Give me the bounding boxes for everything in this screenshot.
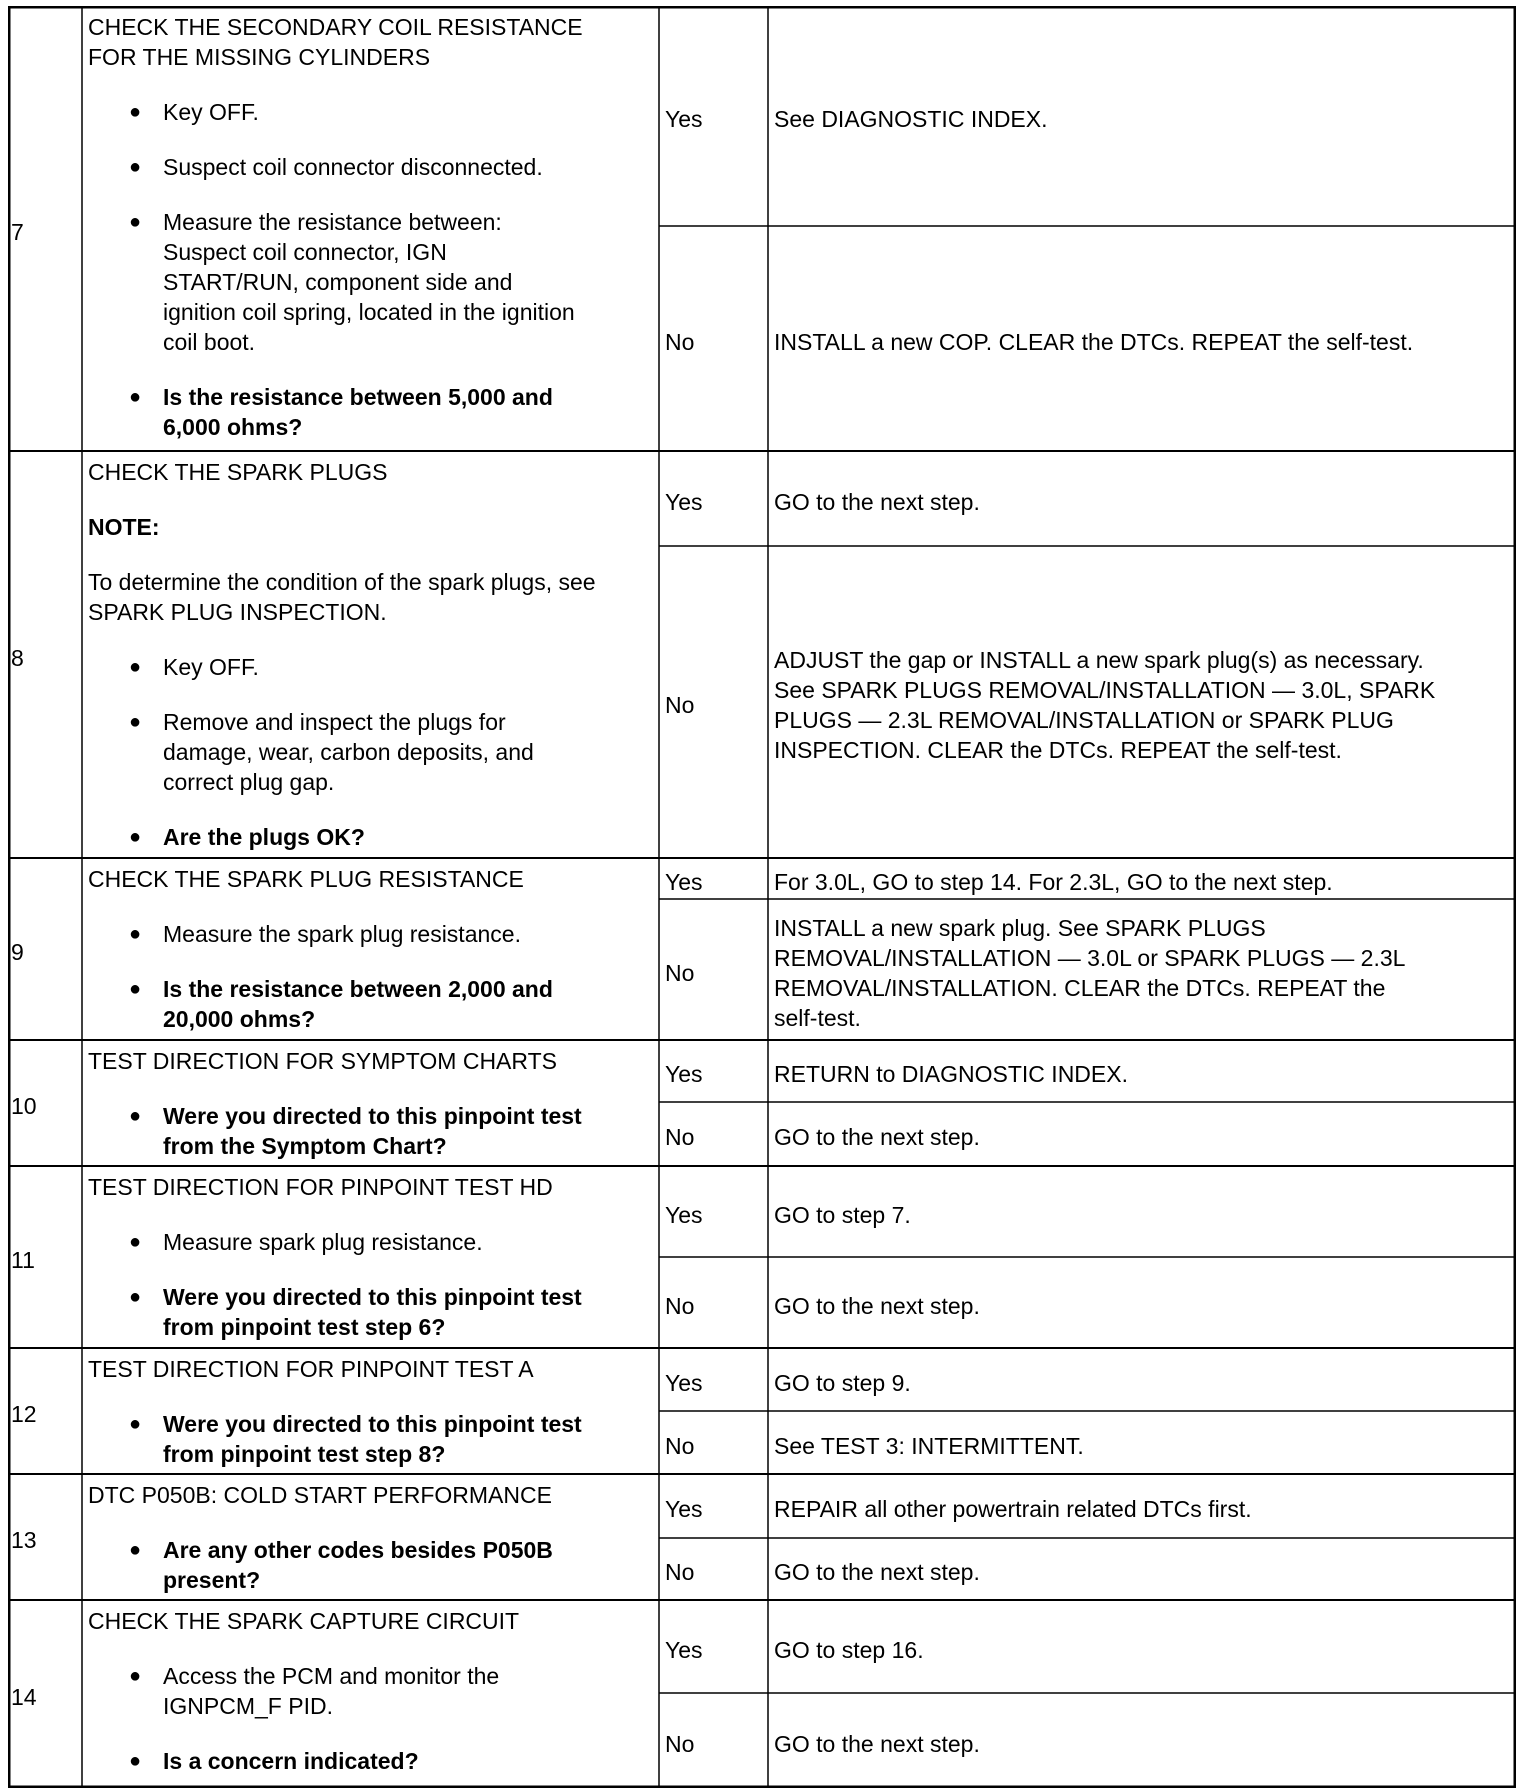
bullet-text-line: ● Were you directed to this pinpoint test	[163, 1284, 582, 1310]
no-action	[768, 546, 1516, 858]
yes-action-text	[774, 104, 1048, 134]
bullet-text-line: correct plug gap.	[163, 769, 335, 795]
bullet-text-line: ● Key OFF.	[163, 99, 259, 125]
no-action-text	[774, 327, 1413, 357]
yes-action	[768, 1600, 1516, 1693]
action-text-line: REPAIR all other powertrain related DTCs first.	[774, 1496, 1252, 1522]
action-text-line: GO to step 7.	[774, 1201, 911, 1228]
action-text-line: INSTALL a new COP. CLEAR the DTCs. REPEAT the self-test.	[774, 328, 1414, 355]
step-title: CHECK THE SECONDARY COIL RESISTANCE	[88, 14, 583, 40]
bullet-text-line: ● Key OFF.	[163, 654, 259, 680]
yes-label	[659, 1348, 768, 1411]
no-action	[768, 899, 1516, 1040]
instruction-bullet	[88, 707, 653, 797]
yes-label-text: Yes	[665, 868, 703, 895]
step-title: TEST DIRECTION FOR PINPOINT TEST A	[88, 1356, 534, 1382]
action-text-line: INSTALL a new spark plug. See SPARK PLUGS	[774, 914, 1266, 941]
instruction-bullet	[88, 919, 653, 949]
instruction-bullet	[88, 152, 653, 182]
yes-action-text	[774, 867, 1333, 897]
no-action-text	[774, 1729, 980, 1759]
test-step-description	[82, 1348, 659, 1474]
no-label-text: No	[665, 1432, 695, 1459]
note-text-line: SPARK PLUG INSPECTION.	[88, 599, 387, 625]
bullet-text-line: ● Were you directed to this pinpoint test	[163, 1103, 582, 1129]
step-title: FOR THE MISSING CYLINDERS	[88, 44, 431, 70]
no-label	[659, 1257, 768, 1348]
yes-action-text	[774, 1059, 1128, 1089]
instruction-bullet	[88, 1661, 653, 1721]
test-step-description	[82, 451, 659, 858]
no-label	[659, 899, 768, 1040]
bullet-text-line: present?	[163, 1567, 261, 1593]
action-text-line: See DIAGNOSTIC INDEX.	[774, 106, 1048, 132]
step-title: CHECK THE SPARK PLUG RESISTANCE	[88, 866, 524, 892]
note-text	[88, 567, 653, 627]
no-label-text: No	[665, 328, 695, 355]
action-text-line: For 3.0L, GO to step 14. For 2.3L, GO to the next step.	[774, 868, 1333, 895]
no-action	[768, 1102, 1516, 1166]
no-label	[659, 1693, 768, 1788]
action-text-line: GO to the next step.	[774, 1730, 980, 1757]
yes-label-text: Yes	[665, 1636, 703, 1663]
action-text-line: GO to the next step.	[774, 1292, 980, 1319]
step-number-text: 9	[11, 939, 24, 965]
action-text-line: GO to the next step.	[774, 1124, 980, 1150]
step-number	[8, 1040, 82, 1166]
bullet-text-line: ● Remove and inspect the plugs for	[163, 709, 506, 735]
yes-label	[659, 6, 768, 226]
question-bullet	[88, 1535, 653, 1595]
action-text-line: GO to the next step.	[774, 488, 980, 515]
no-label	[659, 1102, 768, 1166]
yes-action	[768, 858, 1516, 899]
bullet-text-line: Suspect coil connector, IGN	[163, 239, 447, 265]
yes-action	[768, 1040, 1516, 1102]
no-action-text	[774, 1291, 980, 1321]
action-text-line: GO to the next step.	[774, 1559, 980, 1585]
bullet-text-line: from the Symptom Chart?	[163, 1133, 447, 1159]
yes-action-text	[774, 1368, 911, 1398]
bullet-text-line: 6,000 ohms?	[163, 414, 303, 440]
question-bullet	[88, 1282, 653, 1342]
yes-label-text: Yes	[665, 1061, 703, 1087]
step-number	[8, 858, 82, 1040]
no-action-text	[774, 645, 1435, 765]
action-text-line: RETURN to DIAGNOSTIC INDEX.	[774, 1061, 1128, 1087]
action-text-line: GO to step 16.	[774, 1636, 924, 1663]
yes-action	[768, 451, 1516, 546]
action-text-line: REMOVAL/INSTALLATION — 3.0L or SPARK PLUGS — 2.3L	[774, 944, 1406, 971]
step-number-text: 10	[11, 1093, 37, 1119]
no-action	[768, 226, 1516, 451]
bullet-text-line: damage, wear, carbon deposits, and	[163, 739, 534, 765]
action-text-line: PLUGS — 2.3L REMOVAL/INSTALLATION or SPARK PLUG	[774, 707, 1394, 733]
yes-action-text	[774, 1200, 911, 1230]
bullet-text-line: from pinpoint test step 8?	[163, 1441, 446, 1467]
bullet-text-line: IGNPCM_F PID.	[163, 1693, 333, 1719]
question-bullet	[88, 382, 653, 442]
step-number-text: 13	[11, 1527, 37, 1553]
test-step-description	[82, 6, 659, 451]
bullet-text-line: ● Access the PCM and monitor the	[163, 1663, 500, 1689]
note-text-line: To determine the condition of the spark plugs, see	[88, 569, 596, 595]
no-label-text: No	[665, 1124, 695, 1150]
test-step-description	[82, 858, 659, 1040]
step-number	[8, 1348, 82, 1474]
action-text-line: See SPARK PLUGS REMOVAL/INSTALLATION — 3.0L, SPARK	[774, 677, 1436, 703]
no-label	[659, 1411, 768, 1474]
instruction-bullet	[88, 652, 653, 682]
instruction-bullet	[88, 207, 653, 357]
bullet-text-line: ignition coil spring, located in the ignition	[163, 299, 575, 325]
question-bullet	[88, 1101, 653, 1161]
step-number-text: 8	[11, 644, 24, 671]
no-action	[768, 1257, 1516, 1348]
question-bullet	[88, 822, 653, 852]
test-step-description	[82, 1600, 659, 1788]
test-step-description	[82, 1166, 659, 1348]
no-label	[659, 546, 768, 858]
no-action	[768, 1411, 1516, 1474]
yes-action	[768, 1474, 1516, 1538]
step-title: CHECK THE SPARK CAPTURE CIRCUIT	[88, 1608, 520, 1634]
step-number	[8, 6, 82, 451]
step-number-text: 14	[11, 1684, 37, 1710]
action-text-line: INSPECTION. CLEAR the DTCs. REPEAT the self-test.	[774, 737, 1342, 763]
bullet-text-line: ● Is the resistance between 2,000 and	[163, 976, 553, 1002]
step-number-text: 7	[11, 218, 24, 245]
bullet-text-line: coil boot.	[163, 329, 256, 355]
no-action-text	[774, 1122, 980, 1152]
yes-label	[659, 1166, 768, 1257]
yes-label-text: Yes	[665, 1369, 703, 1396]
bullet-text-line: ● Were you directed to this pinpoint test	[163, 1411, 582, 1437]
diagnostic-table	[8, 6, 1516, 1788]
bullet-text-line: ● Are the plugs OK?	[163, 824, 365, 850]
no-label-text: No	[665, 1559, 695, 1585]
yes-action-text	[774, 1494, 1252, 1524]
step-number	[8, 1474, 82, 1600]
instruction-bullet	[88, 97, 653, 127]
no-label-text: No	[665, 959, 695, 986]
yes-action	[768, 6, 1516, 226]
step-number	[8, 451, 82, 858]
step-number	[8, 1166, 82, 1348]
bullet-text-line: ● Measure the resistance between:	[163, 209, 502, 235]
yes-label	[659, 1474, 768, 1538]
step-title: TEST DIRECTION FOR SYMPTOM CHARTS	[88, 1048, 557, 1074]
yes-label-text: Yes	[665, 106, 703, 132]
yes-action-text	[774, 487, 980, 517]
yes-label-text: Yes	[665, 1201, 703, 1228]
test-step-description	[82, 1474, 659, 1600]
no-label-text: No	[665, 1292, 695, 1319]
bullet-text-line: from pinpoint test step 6?	[163, 1314, 446, 1340]
action-text-line: self-test.	[774, 1004, 861, 1031]
no-label	[659, 1538, 768, 1600]
step-title: TEST DIRECTION FOR PINPOINT TEST HD	[88, 1174, 553, 1200]
instruction-bullet	[88, 1227, 653, 1257]
yes-action-text	[774, 1635, 924, 1665]
yes-label-text: Yes	[665, 488, 703, 515]
bullet-text-line: ● Is a concern indicated?	[163, 1748, 419, 1774]
no-label-text: No	[665, 1730, 695, 1757]
bullet-text-line: START/RUN, component side and	[163, 269, 513, 295]
test-step-description	[82, 1040, 659, 1166]
step-number-text: 11	[11, 1247, 35, 1273]
bullet-text-line: ● Measure the spark plug resistance.	[163, 921, 521, 947]
no-label	[659, 226, 768, 451]
yes-label	[659, 1040, 768, 1102]
action-text-line: ADJUST the gap or INSTALL a new spark plug(s) as necessary.	[774, 647, 1424, 673]
yes-action	[768, 1166, 1516, 1257]
yes-label	[659, 451, 768, 546]
question-bullet	[88, 1746, 653, 1776]
yes-label	[659, 858, 768, 899]
bullet-text-line: ● Is the resistance between 5,000 and	[163, 384, 553, 410]
yes-action	[768, 1348, 1516, 1411]
no-action-text	[774, 1431, 1084, 1461]
step-title: DTC P050B: COLD START PERFORMANCE	[88, 1482, 552, 1508]
action-text-line: See TEST 3: INTERMITTENT.	[774, 1432, 1084, 1459]
no-label-text: No	[665, 692, 695, 718]
no-action	[768, 1538, 1516, 1600]
step-title: CHECK THE SPARK PLUGS	[88, 459, 388, 485]
no-action-text	[774, 913, 1405, 1033]
step-number	[8, 1600, 82, 1788]
action-text-line: REMOVAL/INSTALLATION. CLEAR the DTCs. REPEAT the	[774, 974, 1386, 1001]
bullet-text-line: ● Suspect coil connector disconnected.	[163, 154, 543, 180]
yes-label	[659, 1600, 768, 1693]
no-action	[768, 1693, 1516, 1788]
action-text-line: GO to step 9.	[774, 1369, 911, 1396]
bullet-text-line: ● Are any other codes besides P050B	[163, 1537, 553, 1563]
bullet-text-line: 20,000 ohms?	[163, 1006, 316, 1032]
yes-label-text: Yes	[665, 1496, 703, 1522]
note-label: NOTE:	[88, 514, 160, 540]
bullet-text-line: ● Measure spark plug resistance.	[163, 1229, 483, 1255]
question-bullet	[88, 1409, 653, 1469]
step-number-text: 12	[11, 1401, 37, 1427]
no-action-text	[774, 1557, 980, 1587]
question-bullet	[88, 974, 653, 1034]
